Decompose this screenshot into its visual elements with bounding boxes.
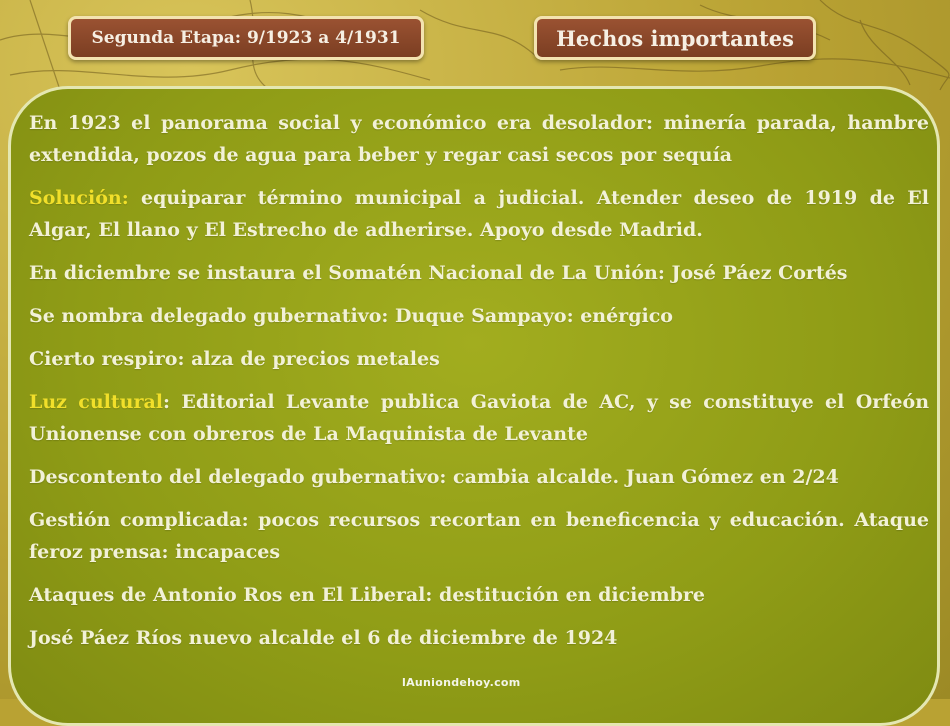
stage-label: Segunda Etapa: 9/1923 a 4/1931 xyxy=(91,28,401,48)
item-highlight: Solución: xyxy=(29,187,129,209)
list-item xyxy=(29,300,929,332)
list-item xyxy=(29,386,929,450)
list-item xyxy=(29,182,929,246)
list-item xyxy=(29,579,929,611)
item-text: José Páez Ríos nuevo alcalde el 6 de diciembre de 1924 xyxy=(29,627,618,649)
stage-button[interactable] xyxy=(68,16,424,60)
item-text: Ataques de Antonio Ros en El Liberal: destitución en diciembre xyxy=(29,584,705,606)
content-panel xyxy=(8,86,940,726)
facts-list xyxy=(29,107,929,665)
item-text: Se nombra delegado gubernativo: Duque Sampayo: enérgico xyxy=(29,305,673,327)
item-text: En diciembre se instaura el Somatén Nacional de La Unión: José Páez Cortés xyxy=(29,262,848,284)
list-item xyxy=(29,257,929,289)
item-text: : Editorial Levante publica Gaviota de AC, y se constituye el Orfeón Unionense con obreros de La Maquinista de Levante xyxy=(29,391,930,445)
item-highlight: Luz cultural xyxy=(29,391,164,413)
item-text: equiparar término municipal a judicial. Atender deseo de 1919 de El Algar, El llano y El Estrecho de adherirse. Apoyo desde Madrid. xyxy=(29,187,929,241)
item-text: Gestión complicada: pocos recursos recortan en beneficencia y educación. Ataque feroz prensa: incapaces xyxy=(29,509,929,563)
list-item xyxy=(29,343,929,375)
list-item xyxy=(29,461,929,493)
item-text: Cierto respiro: alza de precios metales xyxy=(29,348,440,370)
item-text: Descontento del delegado gubernativo: cambia alcalde. Juan Gómez en 2/24 xyxy=(29,466,839,488)
watermark: lAuniondehoy.com xyxy=(402,676,521,689)
item-text: En 1923 el panorama social y económico era desolador: minería parada, hambre extendida, pozos de agua para beber y regar casi secos por sequía xyxy=(29,112,929,166)
important-facts-label: Hechos importantes xyxy=(556,25,794,51)
important-facts-button[interactable] xyxy=(534,16,816,60)
list-item xyxy=(29,107,929,171)
list-item xyxy=(29,504,929,568)
list-item xyxy=(29,622,929,654)
